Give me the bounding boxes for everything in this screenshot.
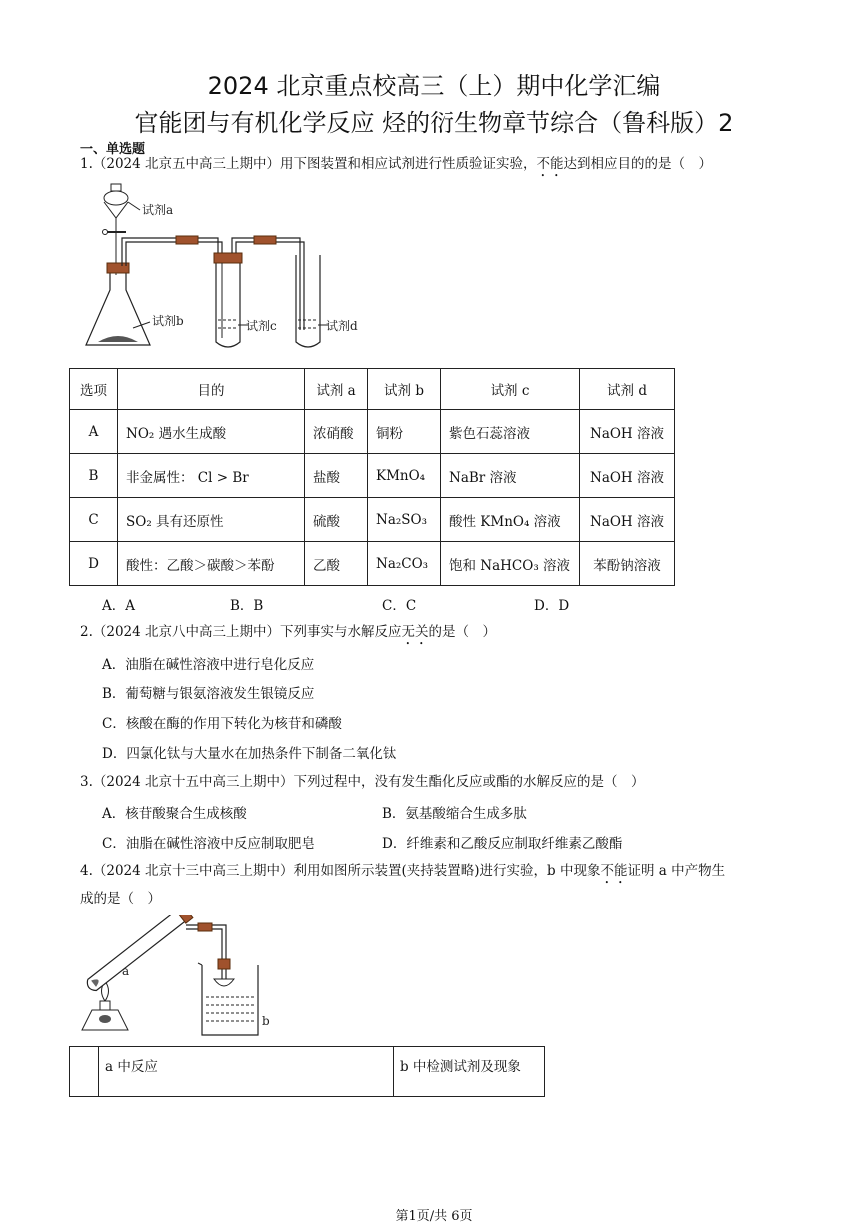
table-cell: KMnO₄ xyxy=(368,454,441,498)
emphasis-text: 不能 xyxy=(536,156,564,172)
q1-option-a[interactable]: A．A xyxy=(102,598,135,614)
table-header-cell: a 中反应 xyxy=(99,1047,394,1097)
table-cell: NaBr 溶液 xyxy=(441,454,580,498)
question-4-apparatus-figure xyxy=(74,915,284,1045)
label-a: a xyxy=(122,964,130,978)
question-2-stem: 2.（2024 北京八中高三上期中）下列事实与水解反应无关的是（ ） xyxy=(80,624,497,640)
q3-option-a[interactable]: A．核苷酸聚合生成核酸 xyxy=(102,806,247,822)
q3-option-d[interactable]: D．纤维素和乙酸反应制取纤维素乙酸酯 xyxy=(382,836,623,852)
label-reagent-a: 试剂a xyxy=(142,203,174,217)
emphasis-text: 无关 xyxy=(401,624,429,640)
table-header-cell: 试剂 b xyxy=(368,369,441,410)
table-cell-empty xyxy=(70,1047,99,1097)
table-cell: C xyxy=(70,498,118,542)
label-b: b xyxy=(262,1014,270,1028)
page-title: 2024 北京重点校高三（上）期中化学汇编 xyxy=(207,72,661,100)
table-cell: 乙酸 xyxy=(305,542,368,586)
q2-option-b[interactable]: B．葡萄糖与银氨溶液发生银镜反应 xyxy=(102,686,315,702)
table-header-cell: 选项 xyxy=(70,369,118,410)
table-header-cell: 试剂 a xyxy=(305,369,368,410)
table-header-cell: 试剂 d xyxy=(580,369,675,410)
table-cell: 酸性：乙酸＞碳酸＞苯酚 xyxy=(118,542,305,586)
question-3-stem: 3.（2024 北京十五中高三上期中）下列过程中，没有发生酯化反应或酯的水解反应的是（ ） xyxy=(80,774,645,790)
q2-option-c[interactable]: C．核酸在酶的作用下转化为核苷和磷酸 xyxy=(102,716,342,732)
q2-option-d[interactable]: D．四氯化钛与大量水在加热条件下制备二氧化钛 xyxy=(102,746,397,762)
table-cell: 酸性 KMnO₄ 溶液 xyxy=(441,498,580,542)
question-1-stem: 1.（2024 北京五中高三上期中）用下图装置和相应试剂进行性质验证实验，不能达到相应目的的是（ ） xyxy=(80,156,713,172)
table-row xyxy=(70,542,675,586)
table-cell: NaOH 溶液 xyxy=(580,498,675,542)
section-heading: 一、单选题 xyxy=(80,142,146,157)
question-4-table xyxy=(69,1046,545,1097)
page-footer: 第1页/共 6页 xyxy=(395,1209,473,1224)
table-cell: NaOH 溶液 xyxy=(580,454,675,498)
table-cell: B xyxy=(70,454,118,498)
question-1-table xyxy=(69,368,675,586)
q3-option-b[interactable]: B．氨基酸缩合生成多肽 xyxy=(382,806,527,822)
table-cell: D xyxy=(70,542,118,586)
question-4-stem-line2: 成的是（ ） xyxy=(80,891,161,907)
table-cell: NaOH 溶液 xyxy=(580,410,675,454)
table-cell: 非金属性： Cl > Br xyxy=(118,454,305,498)
page-subtitle: 官能团与有机化学反应 烃的衍生物章节综合（鲁科版）2 xyxy=(134,109,734,137)
label-reagent-c: 试剂c xyxy=(246,319,277,333)
table-cell: Na₂SO₃ xyxy=(368,498,441,542)
question-4-stem: 4.（2024 北京十三中高三上期中）利用如图所示装置(夹持装置略)进行实验，b 中现象不能证明 a 中产物生 xyxy=(80,863,726,879)
table-header-row xyxy=(70,1047,545,1097)
table-cell: A xyxy=(70,410,118,454)
table-row xyxy=(70,454,675,498)
question-1-apparatus-figure xyxy=(78,180,378,355)
table-row xyxy=(70,498,675,542)
q2-option-a[interactable]: A．油脂在碱性溶液中进行皂化反应 xyxy=(102,657,315,673)
emphasis-text: 不能 xyxy=(600,863,628,879)
label-reagent-b: 试剂b xyxy=(152,314,184,328)
table-cell: SO₂ 具有还原性 xyxy=(118,498,305,542)
table-header-cell: 目的 xyxy=(118,369,305,410)
table-cell: 硫酸 xyxy=(305,498,368,542)
table-cell: 铜粉 xyxy=(368,410,441,454)
table-cell: 饱和 NaHCO₃ 溶液 xyxy=(441,542,580,586)
table-header-cell: b 中检测试剂及现象 xyxy=(394,1047,545,1097)
table-cell: 紫色石蕊溶液 xyxy=(441,410,580,454)
table-header-cell: 试剂 c xyxy=(441,369,580,410)
table-row xyxy=(70,410,675,454)
table-cell: NO₂ 遇水生成酸 xyxy=(118,410,305,454)
q1-option-b[interactable]: B．B xyxy=(230,598,264,614)
q1-option-d[interactable]: D．D xyxy=(534,598,570,614)
table-cell: 浓硝酸 xyxy=(305,410,368,454)
table-cell: 盐酸 xyxy=(305,454,368,498)
q3-option-c[interactable]: C．油脂在碱性溶液中反应制取肥皂 xyxy=(102,836,315,852)
table-cell: 苯酚钠溶液 xyxy=(580,542,675,586)
table-cell: Na₂CO₃ xyxy=(368,542,441,586)
q1-option-c[interactable]: C．C xyxy=(382,598,417,614)
table-header-row xyxy=(70,369,675,410)
label-reagent-d: 试剂d xyxy=(326,319,358,333)
